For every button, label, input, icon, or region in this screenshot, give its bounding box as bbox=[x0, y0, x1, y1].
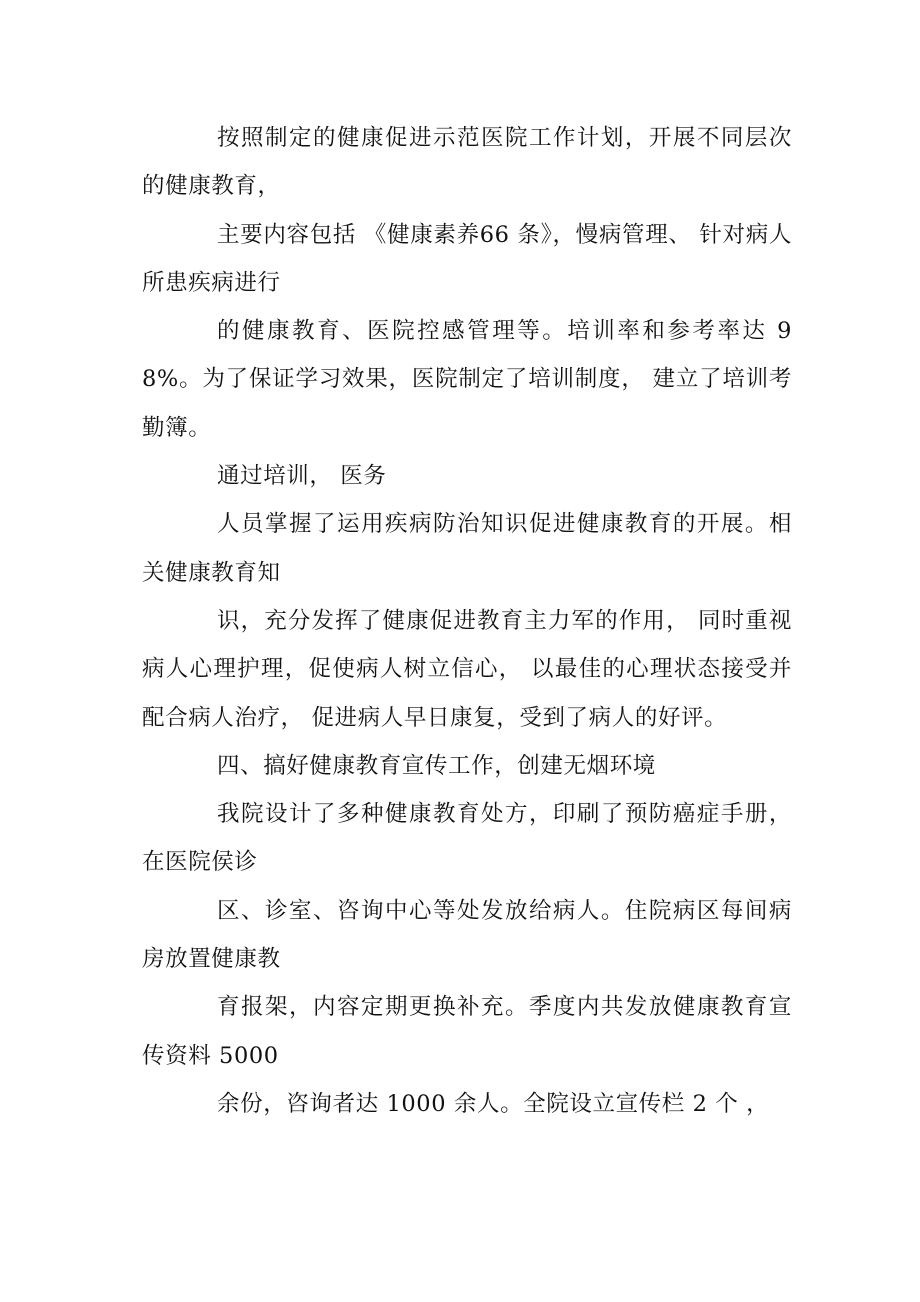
paragraph-6: 识，充分发挥了健康促进教育主力军的作用， 同时重视病人心理护理，促使病人树立信心， 以最佳的心理状态接受并配合病人治疗， 促进病人早日康复，受到了病人的好评。 bbox=[142, 607, 792, 731]
section-heading-4: 四、搞好健康教育宣传工作，创建无烟环境 bbox=[217, 752, 656, 779]
paragraph-3: 的健康教育、医院控感管理等。培训率和参考率达 98%。为了保证学习效果，医院制定了培训制度， 建立了培训考勤簿。 bbox=[142, 318, 792, 441]
paragraph-8: 区、诊室、咨询中心等处发放给病人。住院病区每间病房放置健康教 bbox=[142, 897, 792, 973]
paragraph-2: 主要内容包括 《健康素养66 条》，慢病管理、 针对病人所患疾病进行 bbox=[142, 221, 792, 296]
paragraph-9: 育报架，内容定期更换补充。季度内共发放健康教育宣传资料 5000 bbox=[142, 994, 792, 1069]
paragraph-4: 通过培训， 医务 bbox=[217, 463, 387, 490]
paragraph-5: 人员掌握了运用疾病防治知识促进健康教育的开展。相关健康教育知 bbox=[142, 511, 792, 586]
paragraph-1: 按照制定的健康促进示范医院工作计划，开展不同层次的健康教育， bbox=[142, 125, 792, 200]
paragraph-7: 我院设计了多种健康教育处方，印刷了预防癌症手册，在医院侯诊 bbox=[142, 801, 792, 876]
paragraph-10: 余份，咨询者达 1000 余人。全院设立宣传栏 2 个 ， bbox=[217, 1090, 770, 1117]
document-body bbox=[142, 114, 792, 1128]
